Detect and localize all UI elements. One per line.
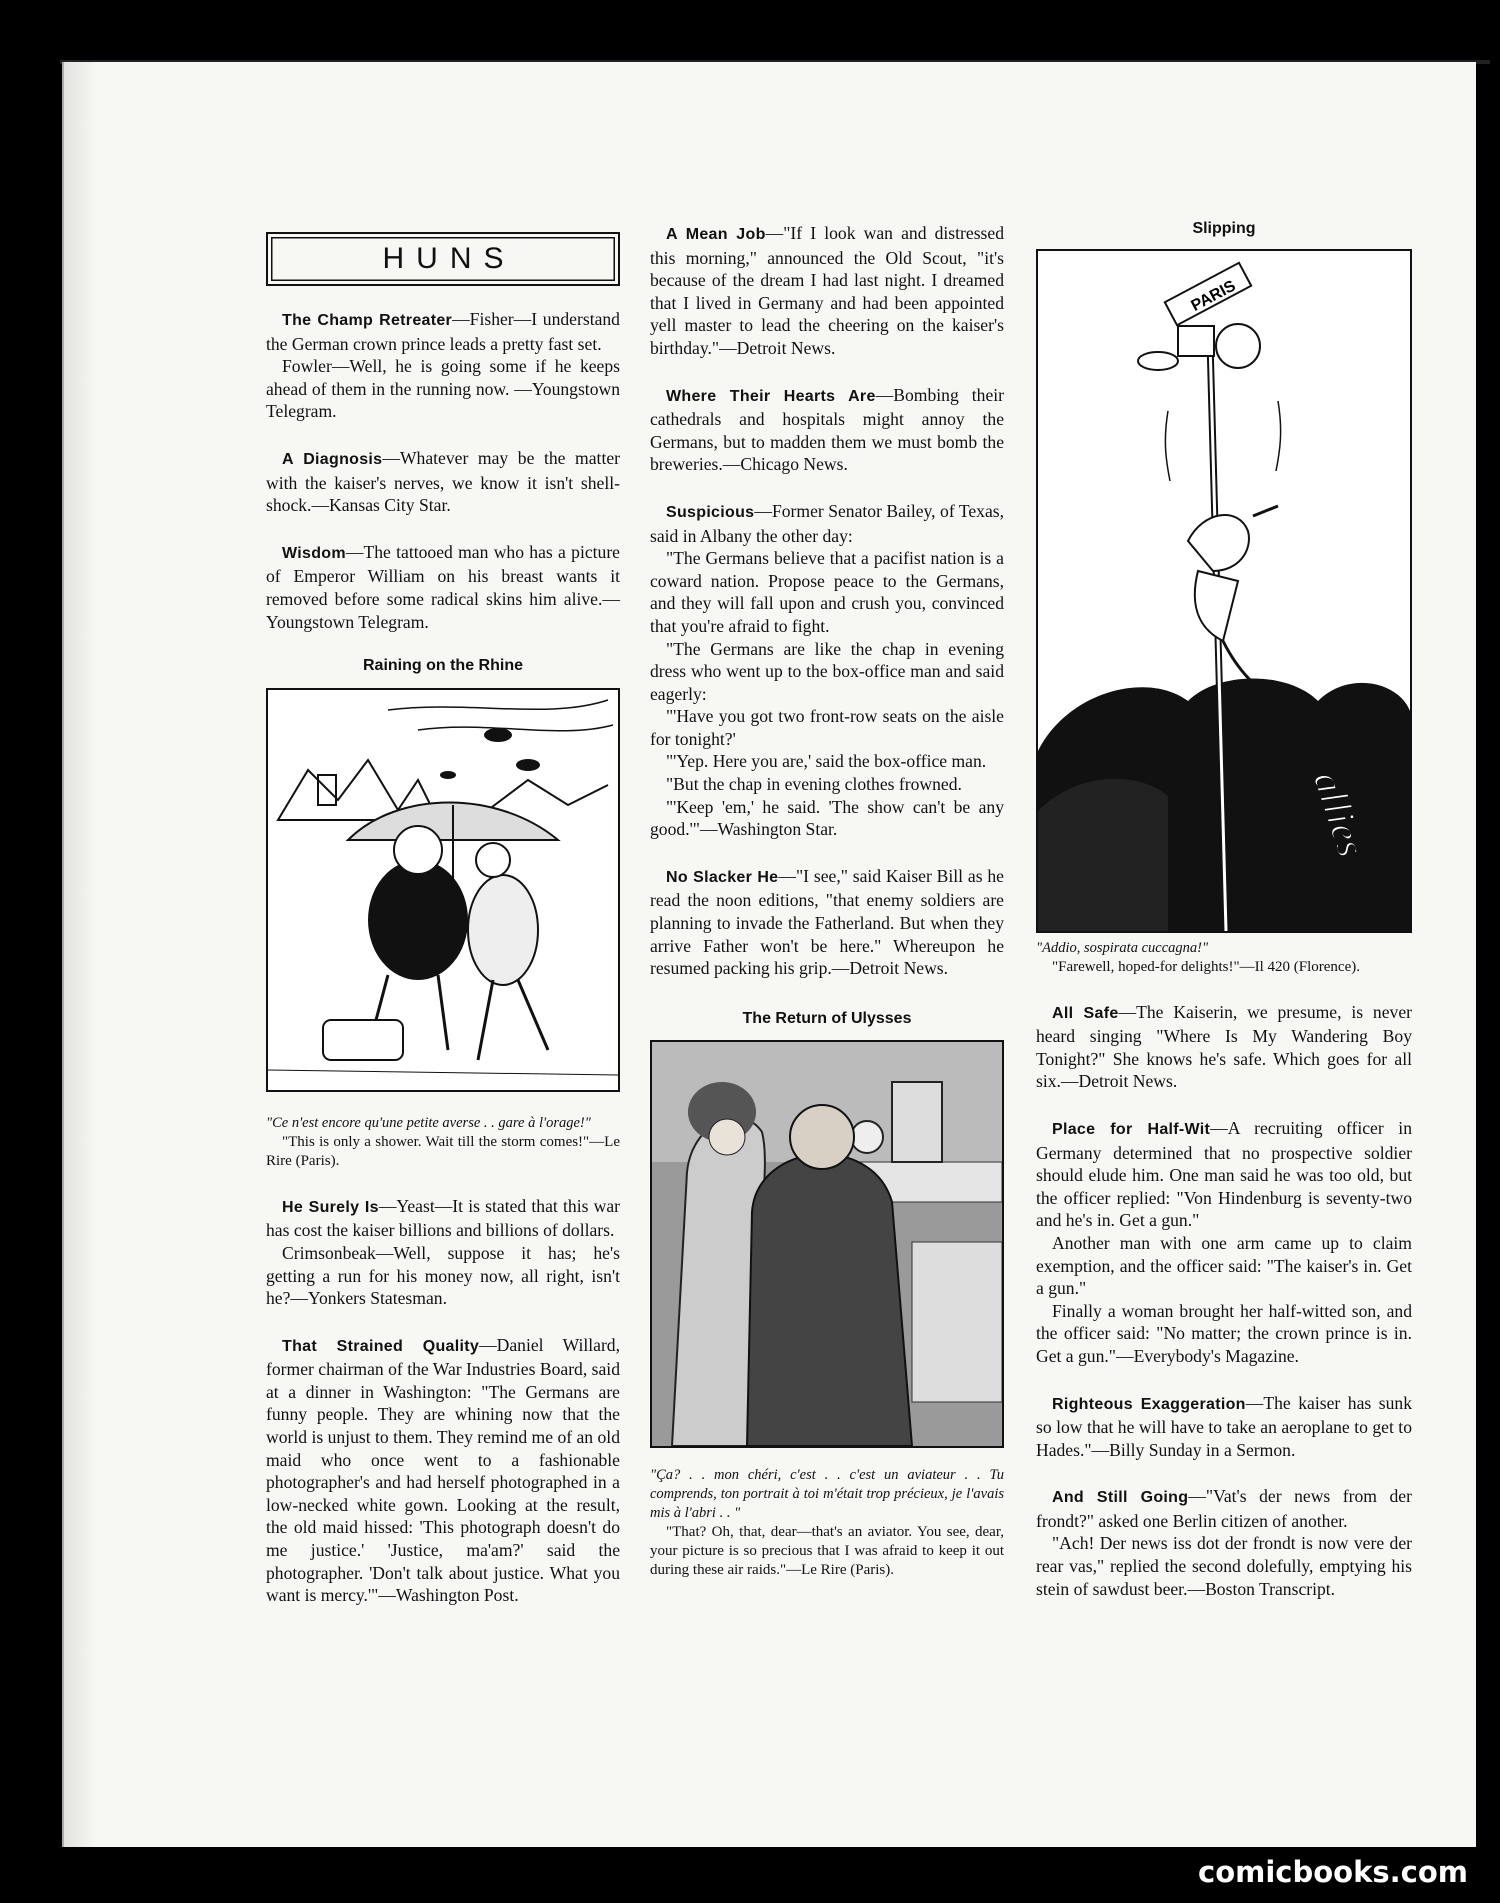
rhine-caption-french [266,1114,620,1133]
article-title: A Mean Job [666,226,766,243]
article-title: No Slacker He [666,868,779,886]
cartoon-return-of-ulysses [650,1040,1004,1448]
article-text: —A recruiting officer in Germany determined that no prospective soldier should elude him. One man said he was too old, but the officer replied: "Von Hindenburg is seventy-two and he's in. Get a gun." [1036,1117,1412,1231]
caption-text: "Ce n'est encore qu'une petite averse . . gare à l'orage!" [266,1114,591,1131]
article-title: A Diagnosis [282,450,383,468]
rhine-caption-english: "This is only a shower. Wait till the storm comes!"—Le Rire (Paris). [266,1133,620,1169]
article-text: "Ach! Der news iss dot der frondt is now vere der rear vas," replied the second dolefully, emptying his stein of sawdust beer.—Boston Transcript. [1036,1533,1412,1599]
caption-text: "Addio, sospirata cuccagna!" [1036,939,1209,956]
article-text: Crimsonbeak—Well, suppose it has; he's getting a run for his money now, all right, isn't he?—Yonkers Statesman. [266,1242,620,1309]
article-title: All Safe [1052,1004,1119,1022]
article-text: "'Have you got two front-row seats on the aisle for tonight?' [650,706,1004,749]
article-righteous-exaggeration [1036,1392,1412,1462]
article-title: Place for Half-Wit [1052,1120,1211,1138]
article-text: "'Keep 'em,' he said. 'The show can't be any good.'"—Washington Star. [650,796,1004,840]
article-champ-retreater [266,308,620,355]
cartoon-slipping [1036,249,1412,933]
article-surely-is [266,1195,620,1242]
article-title: Where Their Hearts Are [666,387,876,405]
article-text: "The Germans believe that a pacifist nation is a coward nation. Propose peace to the Germans, and they will fall upon and crush you, convinced that you're afraid to fight. [650,548,1004,636]
slipping-caption-italian [1036,939,1412,958]
article-text: —"If I look wan and distressed this morning," announced the Old Scout, "it's because of the dream I had last night. I dreamed that I lived in Germany and had been appointed yell master to lead the cheering on the kaiser's birthday."—Detroit News. [650,223,1004,358]
article-all-safe [1036,1001,1412,1093]
article-text: "But the chap in evening clothes frowned. [666,774,962,795]
article-place-for-half-wit [1036,1117,1412,1232]
section-title-box [266,232,620,286]
column-3 [1036,222,1412,1600]
magazine-page [62,62,1476,1847]
cartoon-title-ulysses: The Return of Ulysses [742,1009,912,1027]
article-and-still-going [1036,1485,1412,1532]
article-text: Fowler—Well, he is going some if he keeps ahead of them in the running now. —Youngstown Telegram. [266,356,620,422]
article-title: Suspicious [666,503,755,521]
ulysses-caption-english: "That? Oh, that, dear—that's an aviator. You see, dear, your picture is so precious that I was afraid to keep it out during these air raids."—Le Rire (Paris). [650,1524,1004,1579]
article-wisdom [266,541,620,633]
article-no-slacker [650,865,1004,980]
article-title: He Surely Is [282,1198,379,1216]
article-text: —The tattooed man who has a picture of Emperor William on his breast wants it removed before some radical skins him alive.—Youngstown Telegram. [266,541,620,632]
article-text: —Whatever may be the matter with the kaiser's nerves, we know it isn't shell-shock.—Kansas City Star. [266,447,620,516]
column-1 [266,222,620,1607]
section-title: HUNS [382,241,516,275]
article-title: Righteous Exaggeration [1052,1395,1246,1413]
article-text: —Daniel Willard, former chairman of the War Industries Board, said at a dinner in Washington: "The Germans are funny people. They are whining now that the world is unjust to them. They remind me of an old maid who once went to a fashionable photographer's and had herself photographed in a low-necked white gown. Looking at the result, the old maid hissed: 'This photograph doesn't do me justice.' 'Justice, ma'am?' said the photographer. 'Don't talk about justice. What you want is mercy.'"—Washington Post. [266,1334,621,1606]
article-text: —The kaiser has sunk so low that he will have to take an aeroplane to get to Hades."—Billy Sunday in a Sermon. [1036,1392,1413,1460]
ulysses-caption-french [650,1466,1004,1523]
article-diagnosis [266,447,620,517]
article-title: And Still Going [1052,1489,1189,1507]
article-text: Another man with one arm came up to claim exemption, and the officer said: "The kaiser's in. Get a gun." [1036,1232,1412,1299]
article-text: Finally a woman brought her half-witted son, and the officer said: "No matter; the crown prince is in. Get a gun."—Everybody's Magazine. [1036,1300,1412,1366]
slipping-cartoon-illustration [1038,251,1410,931]
column-2 [650,222,1004,1580]
article-text: —"Vat's der news from der frondt?" asked one Berlin citizen of another. [1036,1486,1412,1531]
article-mean-job [650,222,1004,360]
article-text: —Former Senator Bailey, of Texas, said in Albany the other day: [650,500,1004,546]
article-where-their-hearts-are [650,384,1004,476]
article-title: That Strained Quality [282,1337,480,1355]
article-text: —Bombing their cathedrals and hospitals might annoy the Germans, but to madden them we must bomb the breweries.—Chicago News. [650,384,1005,475]
article-text: "'Yep. Here you are,' said the box-office man. [666,751,987,772]
article-text: —"I see," said Kaiser Bill as he read the noon editions, "that enemy soldiers are planning to invade the Fatherland. But when they arrive Father won't be here." Whereupon he resumed packing his grip.—Detroit News. [650,865,1004,979]
paris-sign: PARIS [1188,277,1239,315]
article-suspicious [650,500,1004,547]
article-text: "The Germans are like the chap in evening dress who went up to the box-office man and said eagerly: [650,638,1004,704]
article-text: —The Kaiserin, we presume, is never heard singing "Where Is My Wandering Boy Tonight?" She knows he's safe. Which goes for all six.—Detroit News. [1036,1001,1412,1092]
allies-rope-label: allies [1304,765,1375,862]
article-strained-quality [266,1334,620,1607]
page-spine [62,62,98,1847]
article-title: Wisdom [282,544,346,562]
rhine-cartoon-illustration [268,690,618,1090]
cartoon-title-rhine: Raining on the Rhine [363,657,523,675]
article-text: —Yeast—It is stated that this war has cost the kaiser billions and billions of dollars. [266,1195,621,1241]
slipping-caption-english: "Farewell, hoped-for delights!"—Il 420 (Florence). [1052,958,1360,975]
article-title: The Champ Retreater [282,312,453,329]
cartoon-title-slipping: Slipping [1192,220,1256,237]
article-text: —Fisher—I understand the German crown prince leads a pretty fast set. [266,309,620,354]
ulysses-cartoon-illustration [652,1042,1002,1446]
watermark: comicbooks.com [1198,1855,1468,1889]
cartoon-raining-on-the-rhine [266,688,620,1092]
caption-text: "Ça? . . mon chéri, c'est . . c'est un aviateur . . Tu comprends, ton portrait à toi m'était trop précieux, je l'avais mis à l'abri . . " [650,1467,1004,1522]
